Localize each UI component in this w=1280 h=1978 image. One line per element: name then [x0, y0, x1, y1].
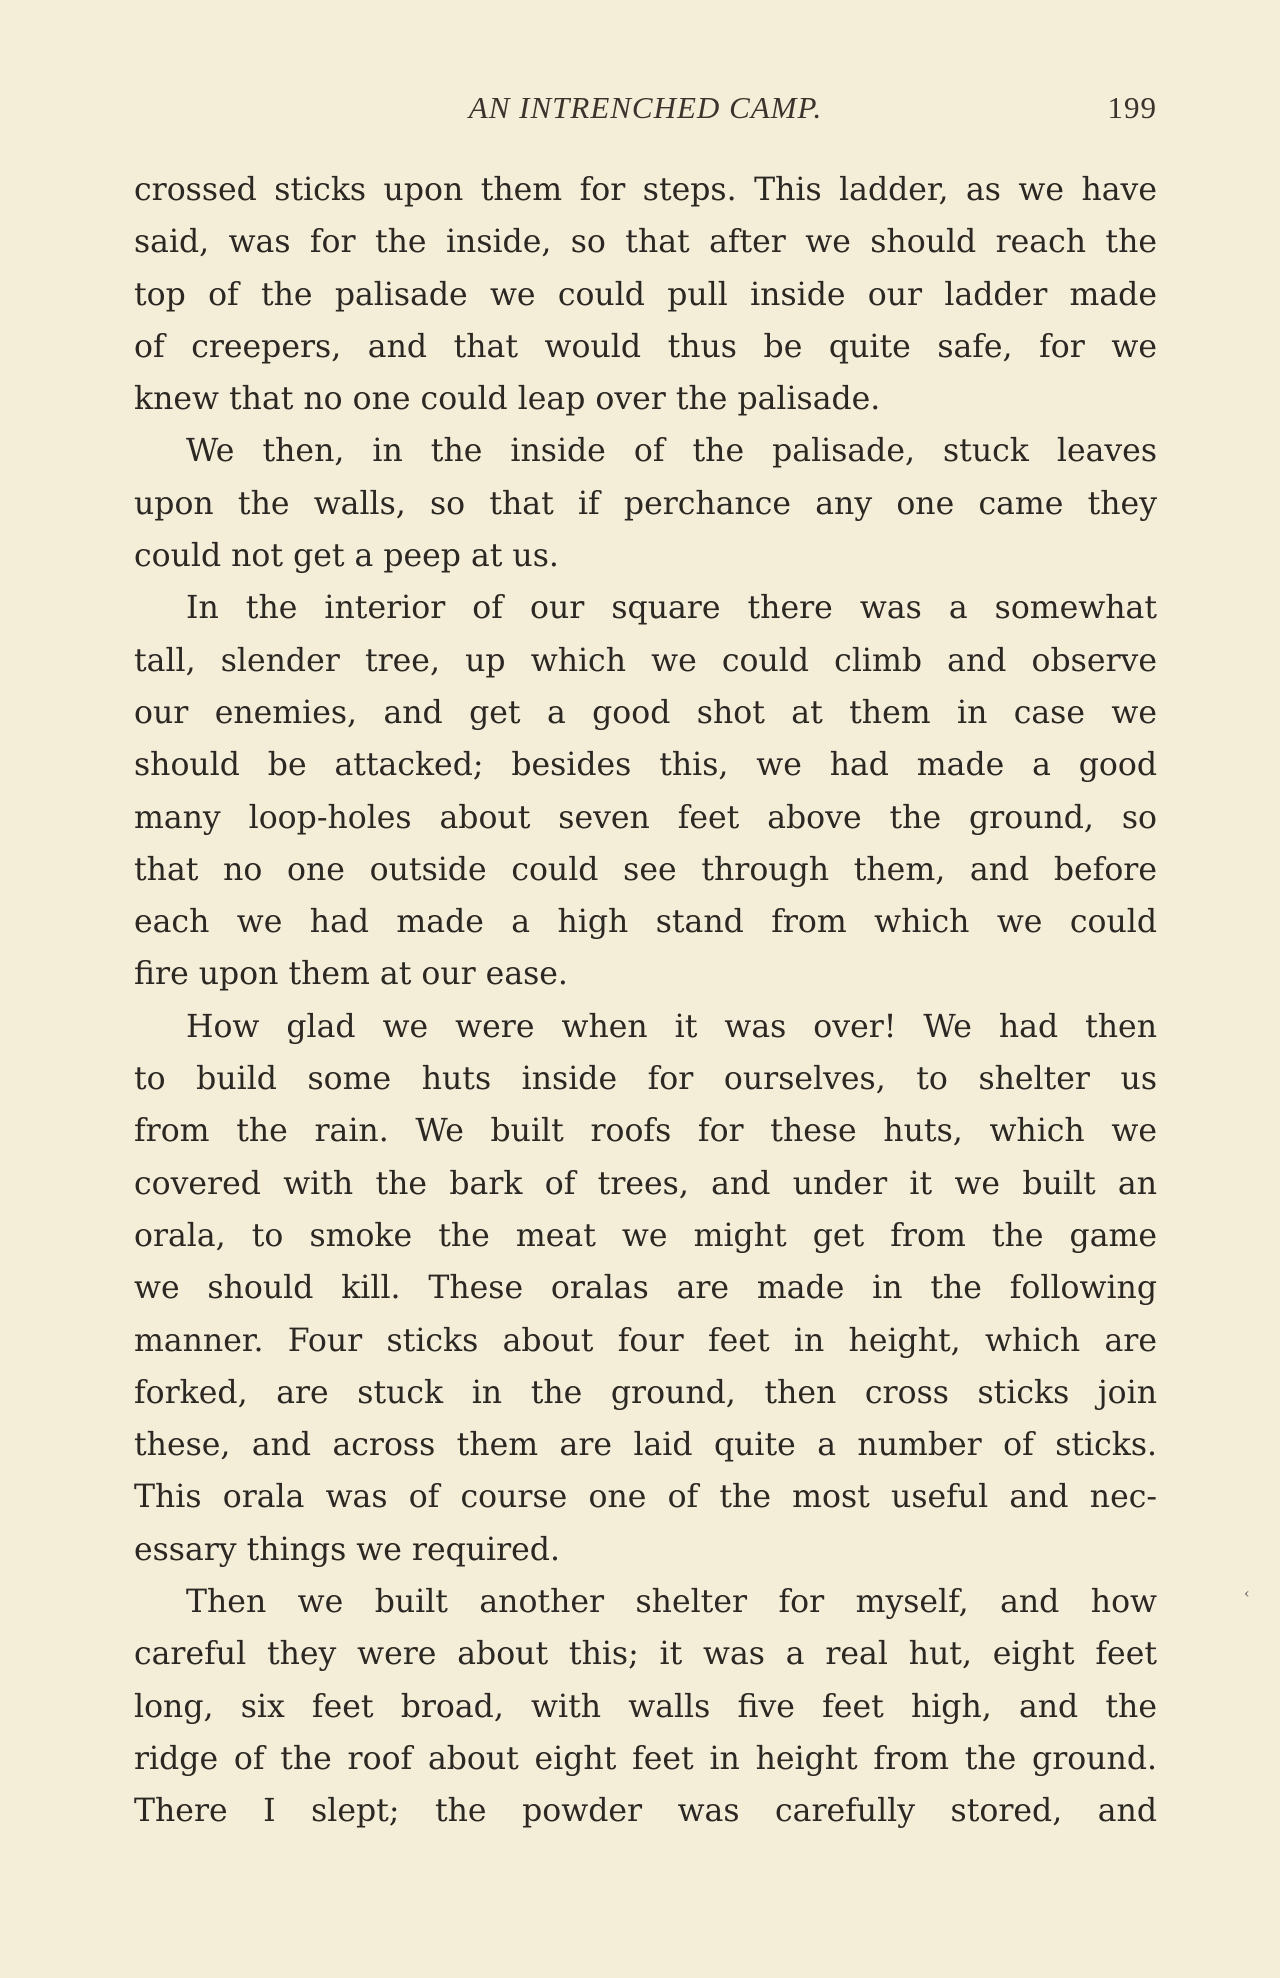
text-line: We then, in the inside of the palisade, stuck leaves [186, 433, 1157, 470]
text-line: There I slept; the powder was carefully stored, and [134, 1793, 1157, 1830]
text-line: Then we built another shelter for myself, and how [186, 1584, 1157, 1621]
text-line: tall, slender tree, up which we could climb and observe [134, 642, 1157, 679]
text-line: In the interior of our square there was a somewhat [186, 590, 1157, 627]
margin-mark-icon: ‹ [1244, 1586, 1250, 1602]
text-line: covered with the bark of trees, and under it we built an [134, 1165, 1157, 1202]
body-text [134, 164, 1157, 1838]
text-line: crossed sticks upon them for steps. This ladder, as we have [134, 172, 1157, 208]
text-line: How glad we were when it was over! We had then [186, 1008, 1157, 1045]
text-line: we should kill. These oralas are made in the following [134, 1270, 1157, 1307]
text-line: could not get a peep at us. [134, 538, 559, 575]
text-line: from the rain. We built roofs for these huts, which we [134, 1113, 1157, 1150]
page-number: 199 [1107, 90, 1157, 125]
text-line: many loop-holes about seven feet above the ground, so [134, 799, 1157, 836]
text-line: knew that no one could leap over the palisade. [134, 381, 881, 418]
text-line: long, six feet broad, with walls five feet high, and the [134, 1688, 1157, 1725]
text-line: should be attacked; besides this, we had made a good [134, 747, 1157, 784]
text-line: forked, are stuck in the ground, then cross sticks join [134, 1374, 1157, 1411]
text-line: ridge of the roof about eight feet in height from the ground. [134, 1740, 1157, 1777]
text-line: This orala was of course one of the most useful and nec- [134, 1479, 1157, 1516]
text-line: essary things we required. [134, 1531, 560, 1568]
text-line: our enemies, and get a good shot at them in case we [134, 694, 1157, 731]
text-line: to build some huts inside for ourselves, to shelter us [134, 1061, 1157, 1098]
text-line: that no one outside could see through them, and before [134, 851, 1157, 888]
text-line: said, was for the inside, so that after we should reach the [134, 224, 1157, 261]
running-title: AN INTRENCHED CAMP. [468, 90, 823, 125]
text-line: upon the walls, so that if perchance any one came they [134, 485, 1157, 522]
text-line: orala, to smoke the meat we might get from the game [134, 1217, 1157, 1254]
running-head [134, 90, 1157, 134]
text-line: fire upon them at our ease. [134, 956, 568, 993]
text-line: manner. Four sticks about four feet in height, which are [134, 1322, 1157, 1359]
text-line: each we had made a high stand from which we could [134, 904, 1157, 941]
text-line: of creepers, and that would thus be quite safe, for we [134, 328, 1157, 365]
text-line: these, and across them are laid quite a number of sticks. [134, 1427, 1157, 1464]
text-line: top of the palisade we could pull inside our ladder made [134, 276, 1157, 313]
text-line: careful they were about this; it was a real hut, eight feet [134, 1636, 1157, 1673]
